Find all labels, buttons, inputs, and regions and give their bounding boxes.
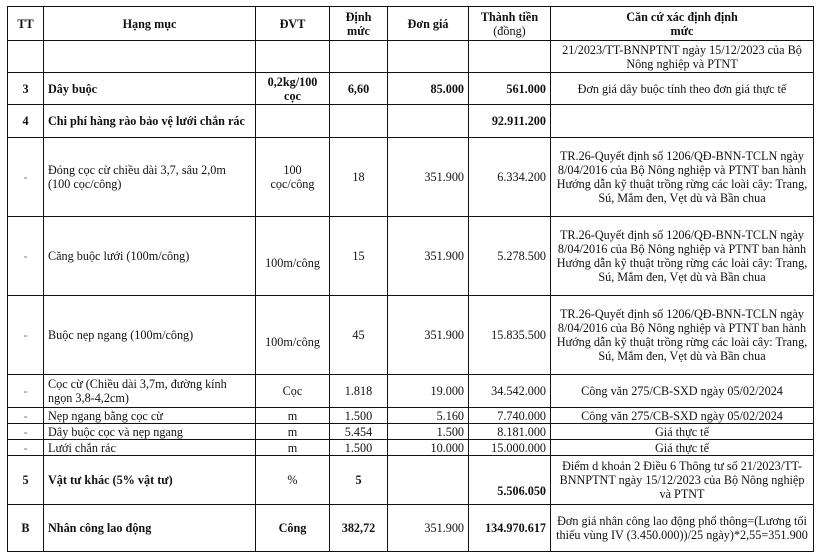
cell-unit: m [256,408,330,424]
cell-norm: 5 [330,456,388,505]
cell-total [469,41,551,73]
table-row [8,375,814,408]
cell-item: Nhân công lao động [44,505,256,552]
cell-norm: 15 [330,217,388,296]
cell-total: 15.000.000 [469,440,551,456]
cell-basis: 21/2023/TT-BNNPTNT ngày 15/12/2023 của Bộ Nông nghiệp và PTNT [551,41,814,73]
cell-item: Cọc cừ (Chiều dài 3,7m, đường kính ngọn 3,8-4,2cm) [44,375,256,408]
cell-unit: 100m/công [256,217,330,296]
cell-total: 15.835.500 [469,296,551,375]
table-row [8,424,814,440]
header-total-line1: Thành tiền [480,9,539,24]
cell-basis [551,105,814,138]
cell-tt: - [8,440,44,456]
header-basis-line2: mức [670,23,694,38]
cell-price: 19.000 [388,375,469,408]
header-basis [551,7,814,41]
cell-total: 561.000 [469,73,551,105]
cell-total: 7.740.000 [469,408,551,424]
table-row [8,73,814,105]
cell-tt: 5 [8,456,44,505]
cell-item: Chi phí hàng rào bảo vệ lưới chắn rác [44,105,256,138]
cell-basis: Công văn 275/CB-SXD ngày 05/02/2024 [551,408,814,424]
cell-total: 5.506.050 [469,456,551,505]
cell-price: 351.900 [388,138,469,217]
cell-price: 351.900 [388,505,469,552]
cell-basis: TR.26-Quyết định số 1206/QĐ-BNN-TCLN ngày 8/04/2016 của Bộ Nông nghiệp và PTNT ban hành Hướng dẫn kỹ thuật trồng rừng các loài cây: Trang, Sú, Mắm đen, Vẹt dù và Bần chua [551,296,814,375]
cell-basis: Điểm d khoản 2 Điều 6 Thông tư số 21/2023/TT-BNNPTNT ngày 15/12/2023 của Bộ Nông nghiệp và PTNT [551,456,814,505]
header-total [469,7,551,41]
cell-norm: 45 [330,296,388,375]
cell-norm [330,105,388,138]
cell-item: Buộc nẹp ngang (100m/công) [44,296,256,375]
cell-unit: 100m/công [256,296,330,375]
cell-price: 5.160 [388,408,469,424]
cell-item: Nẹp ngang bằng cọc cừ [44,408,256,424]
cell-price [388,456,469,505]
cell-unit: Cọc [256,375,330,408]
cell-price: 351.900 [388,296,469,375]
cell-norm [330,41,388,73]
cell-total: 5.278.500 [469,217,551,296]
cell-tt: 3 [8,73,44,105]
cell-tt: - [8,424,44,440]
cell-item: Căng buộc lưới (100m/công) [44,217,256,296]
cell-unit [256,41,330,73]
header-basis-line1: Căn cứ xác định định [626,9,738,24]
cell-norm: 1.818 [330,375,388,408]
cell-price: 1.500 [388,424,469,440]
cell-price [388,41,469,73]
header-tt: TT [8,7,44,41]
cell-unit: Công [256,505,330,552]
table-row [8,505,814,552]
cell-tt: - [8,408,44,424]
cell-unit: % [256,456,330,505]
header-row [8,7,814,41]
cell-basis: Đơn giá dây buộc tính theo đơn giá thực tế [551,73,814,105]
cell-basis: Giá thực tế [551,440,814,456]
cell-item: Dây buộc [44,73,256,105]
cell-total: 92.911.200 [469,105,551,138]
header-norm-line1: Định [345,9,372,24]
table-row [8,456,814,505]
cell-total: 134.970.617 [469,505,551,552]
cell-item [44,41,256,73]
table-row [8,440,814,456]
cell-basis: Công văn 275/CB-SXD ngày 05/02/2024 [551,375,814,408]
table-row [8,41,814,73]
cell-total: 8.181.000 [469,424,551,440]
cell-total: 34.542.000 [469,375,551,408]
header-total-line2: (đồng) [493,23,526,38]
cost-estimate-table [7,6,814,552]
cell-price: 10.000 [388,440,469,456]
cell-item: Lưới chắn rác [44,440,256,456]
cell-basis: Đơn giá nhân công lao động phổ thông=(Lương tối thiểu vùng IV (3.450.000))/25 ngày)*2,55=351.900 [551,505,814,552]
cell-price: 85.000 [388,73,469,105]
cell-tt: 4 [8,105,44,138]
cell-unit: 0,2kg/100 cọc [256,73,330,105]
table-row [8,217,814,296]
table-row [8,296,814,375]
cell-unit: m [256,424,330,440]
cell-tt [8,41,44,73]
cell-basis: TR.26-Quyết định số 1206/QĐ-BNN-TCLN ngày 8/04/2016 của Bộ Nông nghiệp và PTNT ban hành Hướng dẫn kỹ thuật trồng rừng các loài cây: Trang, Sú, Mắm đen, Vẹt dù và Bần chua [551,217,814,296]
header-norm [330,7,388,41]
cell-norm: 18 [330,138,388,217]
cell-tt: B [8,505,44,552]
cell-unit [256,105,330,138]
cell-tt: - [8,138,44,217]
table-row [8,138,814,217]
cell-unit: 100 cọc/công [256,138,330,217]
cell-tt: - [8,296,44,375]
cell-norm: 1.500 [330,408,388,424]
cell-item: Đóng cọc cừ chiều dài 3,7, sâu 2,0m (100 cọc/công) [44,138,256,217]
cell-norm: 1.500 [330,440,388,456]
cell-norm: 5.454 [330,424,388,440]
cell-price [388,105,469,138]
table-row [8,408,814,424]
header-unit-price: Đơn giá [388,7,469,41]
cell-basis: TR.26-Quyết định số 1206/QĐ-BNN-TCLN ngày 8/04/2016 của Bộ Nông nghiệp và PTNT ban hành Hướng dẫn kỹ thuật trồng rừng các loài cây: Trang, Sú, Mắm đen, Vẹt dù và Bần chua [551,138,814,217]
cell-norm: 382,72 [330,505,388,552]
cell-item: Dây buộc cọc và nẹp ngang [44,424,256,440]
cell-norm: 6,60 [330,73,388,105]
cell-total: 6.334.200 [469,138,551,217]
cell-basis: Giá thực tế [551,424,814,440]
table-row [8,105,814,138]
cell-unit: m [256,440,330,456]
cell-tt: - [8,217,44,296]
header-norm-line2: mức [347,23,370,38]
cell-item: Vật tư khác (5% vật tư) [44,456,256,505]
header-unit: ĐVT [256,7,330,41]
cell-price: 351.900 [388,217,469,296]
header-item: Hạng mục [44,7,256,41]
cell-tt: - [8,375,44,408]
